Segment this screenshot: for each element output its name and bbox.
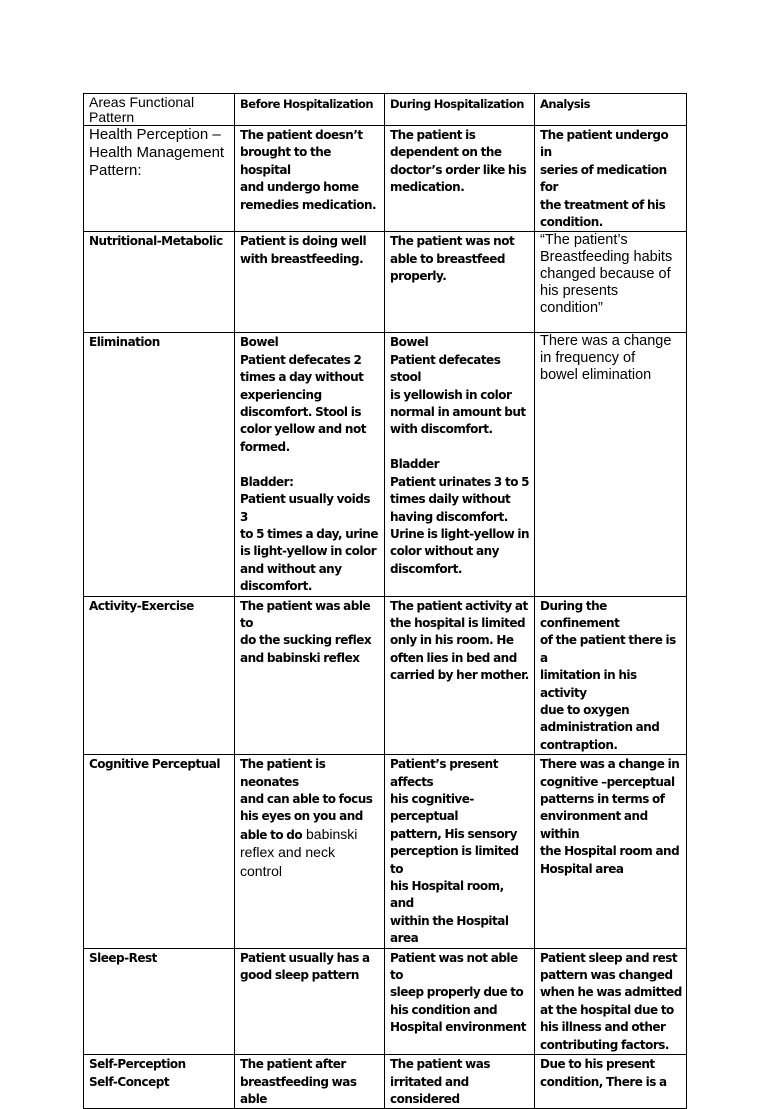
- header-during: During Hospitalization: [385, 94, 535, 126]
- row-before: The patient was able to do the sucking reflex and babinski reflex: [235, 596, 385, 755]
- row-before-text: The patient is neonates and can able to focus his eyes on you and able to do: [240, 757, 373, 842]
- row-area: Activity-Exercise: [84, 596, 235, 755]
- row-analysis: There was a change in cognitive –perceptual patterns in terms of environment and within the Hospital room and Hospital area: [535, 755, 687, 948]
- row-analysis: During the confinement of the patient there is a limitation in his activity due to oxygen administration and contraption.: [535, 596, 687, 755]
- row-during: The patient was not able to breastfeed properly.: [385, 232, 535, 333]
- row-before: Bowel Patient defecates 2 times a day without experiencing discomfort. Stool is color yellow and not formed. Bladder: Patient usually voids 3 to 5 times a day, urine is light-yellow in color and without any discomfort.: [235, 333, 385, 596]
- row-during: The patient activity at the hospital is limited only in his room. He often lies in bed and carried by her mother.: [385, 596, 535, 755]
- assessment-table: [83, 93, 687, 1109]
- table-row: [84, 232, 687, 333]
- row-area: Sleep-Rest: [84, 948, 235, 1054]
- row-analysis: Patient sleep and rest pattern was changed when he was admitted at the hospital due to his illness and other contributing factors.: [535, 948, 687, 1054]
- table-row: [84, 948, 687, 1054]
- row-area: Elimination: [84, 333, 235, 596]
- row-analysis: “The patient’s Breastfeeding habits changed because of his presents condition”: [535, 232, 687, 333]
- header-analysis: Analysis: [535, 94, 687, 126]
- row-during: Patient’s present affects his cognitive-perceptual pattern, His sensory perception is limited to his Hospital room, and within the Hospital area: [385, 755, 535, 948]
- table-row: [84, 755, 687, 948]
- row-during: Bowel Patient defecates stool is yellowish in color normal in amount but with discomfort. Bladder Patient urinates 3 to 5 times daily without having discomfort. Urine is light-yellow in color without any discomfort.: [385, 333, 535, 596]
- table-row: [84, 333, 687, 596]
- row-before: [235, 755, 385, 948]
- row-area: Self-Perception Self-Concept: [84, 1055, 235, 1109]
- row-analysis: There was a change in frequency of bowel elimination: [535, 333, 687, 596]
- row-before: Patient usually has a good sleep pattern: [235, 948, 385, 1054]
- row-before: Patient is doing well with breastfeeding.: [235, 232, 385, 333]
- header-row: [84, 94, 687, 126]
- row-before: The patient after breastfeeding was able: [235, 1055, 385, 1109]
- header-before: Before Hospitalization: [235, 94, 385, 126]
- table-row: [84, 596, 687, 755]
- row-analysis: The patient undergo in series of medication for the treatment of his condition.: [535, 126, 687, 232]
- row-during: The patient is dependent on the doctor’s order like his medication.: [385, 126, 535, 232]
- row-area: Cognitive Perceptual: [84, 755, 235, 948]
- row-before-text-tail: babinski reflex and neck control: [240, 825, 358, 879]
- row-analysis: Due to his present condition, There is a: [535, 1055, 687, 1109]
- row-during: The patient was irritated and considered: [385, 1055, 535, 1109]
- header-area: Areas Functional Pattern: [84, 94, 235, 126]
- row-area: Health Perception – Health Management Pattern:: [84, 126, 235, 232]
- table-row: [84, 126, 687, 232]
- row-area: Nutritional-Metabolic: [84, 232, 235, 333]
- table-row: [84, 1055, 687, 1109]
- row-during: Patient was not able to sleep properly due to his condition and Hospital environment: [385, 948, 535, 1054]
- row-before: The patient doesn’t brought to the hospital and undergo home remedies medication.: [235, 126, 385, 232]
